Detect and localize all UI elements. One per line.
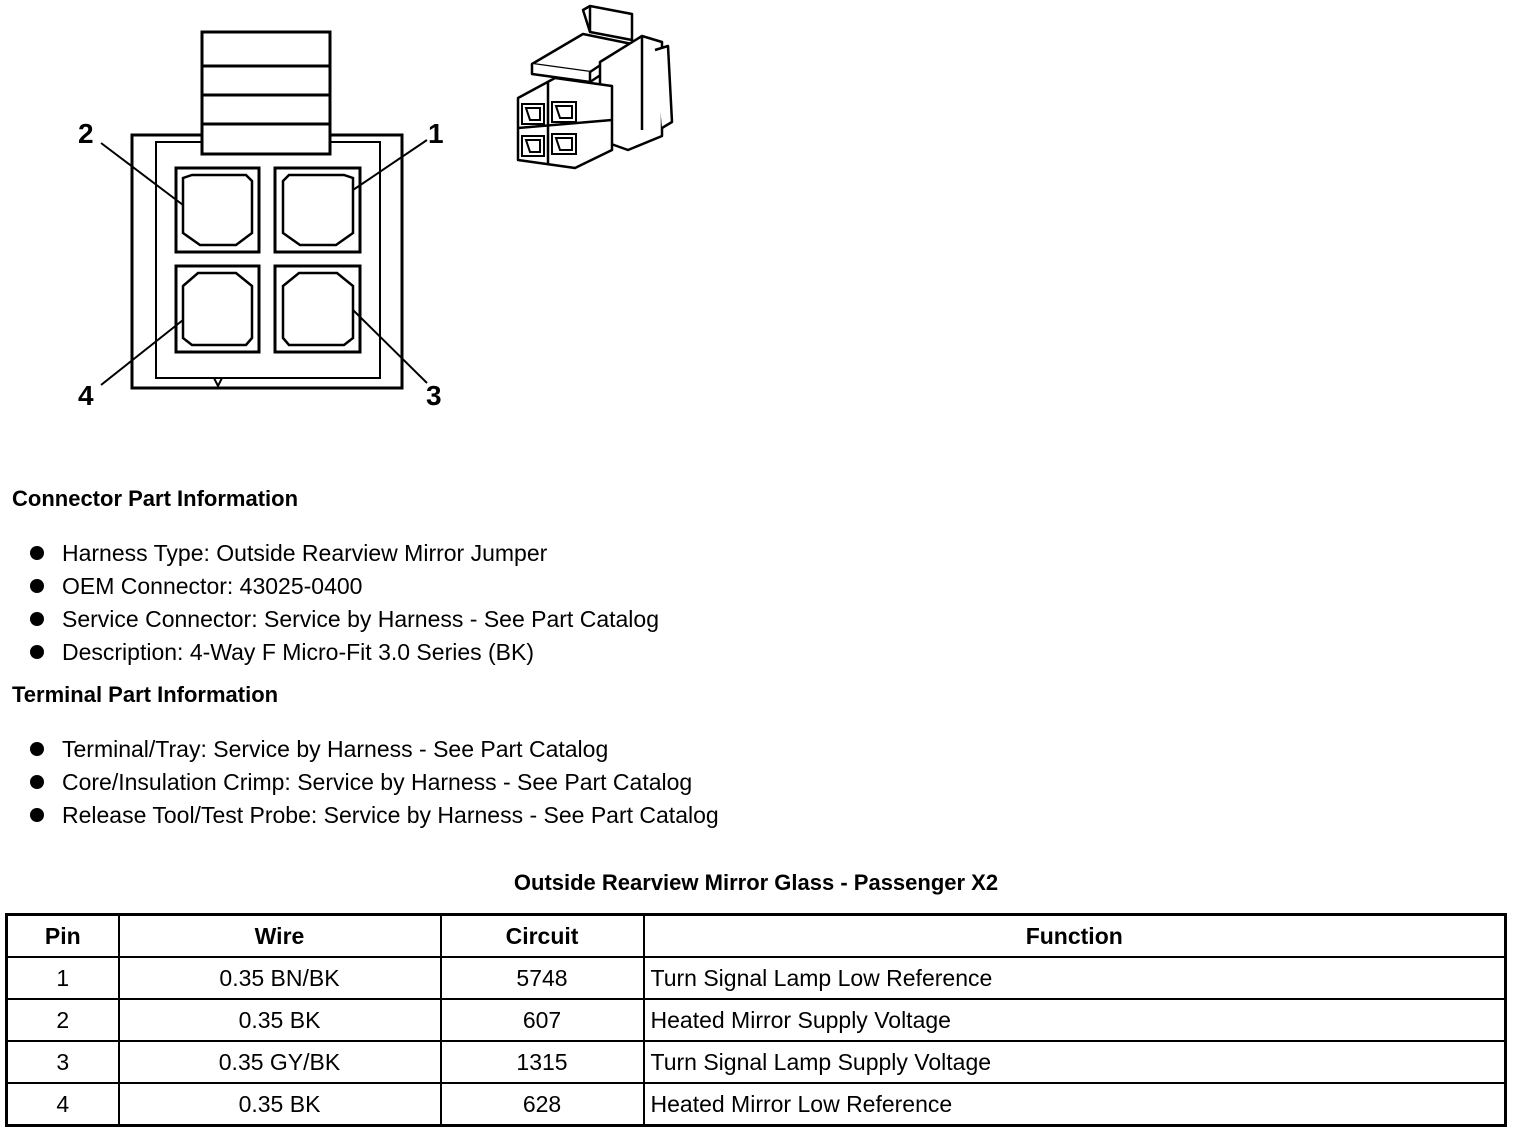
cell-function: Turn Signal Lamp Supply Voltage [644, 1041, 1506, 1083]
header-function: Function [644, 915, 1506, 958]
cavity-2 [176, 168, 259, 252]
cell-function: Heated Mirror Supply Voltage [644, 999, 1506, 1041]
bullet-icon [30, 808, 44, 822]
cell-wire: 0.35 BK [119, 999, 441, 1041]
cell-pin: 4 [7, 1083, 119, 1126]
bullet-icon [30, 546, 44, 560]
list-item [28, 570, 659, 603]
cell-circuit: 607 [441, 999, 644, 1041]
header-wire: Wire [119, 915, 441, 958]
bullet-icon [30, 612, 44, 626]
list-item [28, 537, 659, 570]
table-row [7, 957, 1506, 999]
list-item [28, 799, 719, 832]
list-item-text: Terminal/Tray: Service by Harness - See Part Catalog [62, 736, 609, 762]
cell-wire: 0.35 BN/BK [119, 957, 441, 999]
pin-cavities [176, 168, 360, 352]
list-item-text: Harness Type: Outside Rearview Mirror Jumper [62, 540, 548, 566]
list-item [28, 636, 659, 669]
bullet-icon [30, 742, 44, 756]
table-row [7, 1041, 1506, 1083]
latch-tab [202, 32, 330, 154]
pin-table-title: Outside Rearview Mirror Glass - Passenger X2 [513, 870, 999, 895]
cavity-4 [176, 266, 259, 352]
cell-wire: 0.35 BK [119, 1083, 441, 1126]
list-item-text: Release Tool/Test Probe: Service by Harness - See Part Catalog [62, 802, 719, 828]
cell-wire: 0.35 GY/BK [119, 1041, 441, 1083]
pin-label-1: 1 [428, 118, 444, 149]
table-row [7, 1083, 1506, 1126]
connector-face-diagram [60, 20, 480, 430]
cell-pin: 1 [7, 957, 119, 999]
header-pin: Pin [7, 915, 119, 958]
terminal-info-heading: Terminal Part Information [12, 682, 279, 707]
connector-isometric-diagram [505, 0, 685, 180]
bullet-icon [30, 775, 44, 789]
cell-circuit: 628 [441, 1083, 644, 1126]
cell-pin: 3 [7, 1041, 119, 1083]
cell-function: Heated Mirror Low Reference [644, 1083, 1506, 1126]
pin-table [5, 913, 1507, 1127]
list-item-text: Service Connector: Service by Harness - See Part Catalog [62, 606, 659, 632]
bullet-icon [30, 645, 44, 659]
cell-circuit: 5748 [441, 957, 644, 999]
cell-circuit: 1315 [441, 1041, 644, 1083]
terminal-info-list [28, 733, 719, 832]
cavity-3 [275, 266, 360, 352]
connector-info-list [28, 537, 659, 669]
list-item-text: Description: 4-Way F Micro-Fit 3.0 Series (BK) [62, 639, 535, 665]
cell-function: Turn Signal Lamp Low Reference [644, 957, 1506, 999]
table-header-row [7, 915, 1506, 958]
cell-pin: 2 [7, 999, 119, 1041]
table-row [7, 999, 1506, 1041]
list-item [28, 733, 719, 766]
pin-leader-lines [101, 140, 427, 385]
pin-label-4: 4 [78, 380, 94, 411]
pin-label-2: 2 [78, 118, 94, 149]
list-item [28, 603, 659, 636]
cavity-1 [275, 168, 360, 252]
list-item-text: Core/Insulation Crimp: Service by Harness - See Part Catalog [62, 769, 693, 795]
list-item [28, 766, 719, 799]
pin-label-3: 3 [426, 380, 442, 411]
connector-info-heading: Connector Part Information [12, 486, 299, 511]
header-circuit: Circuit [441, 915, 644, 958]
bullet-icon [30, 579, 44, 593]
list-item-text: OEM Connector: 43025-0400 [62, 573, 363, 599]
